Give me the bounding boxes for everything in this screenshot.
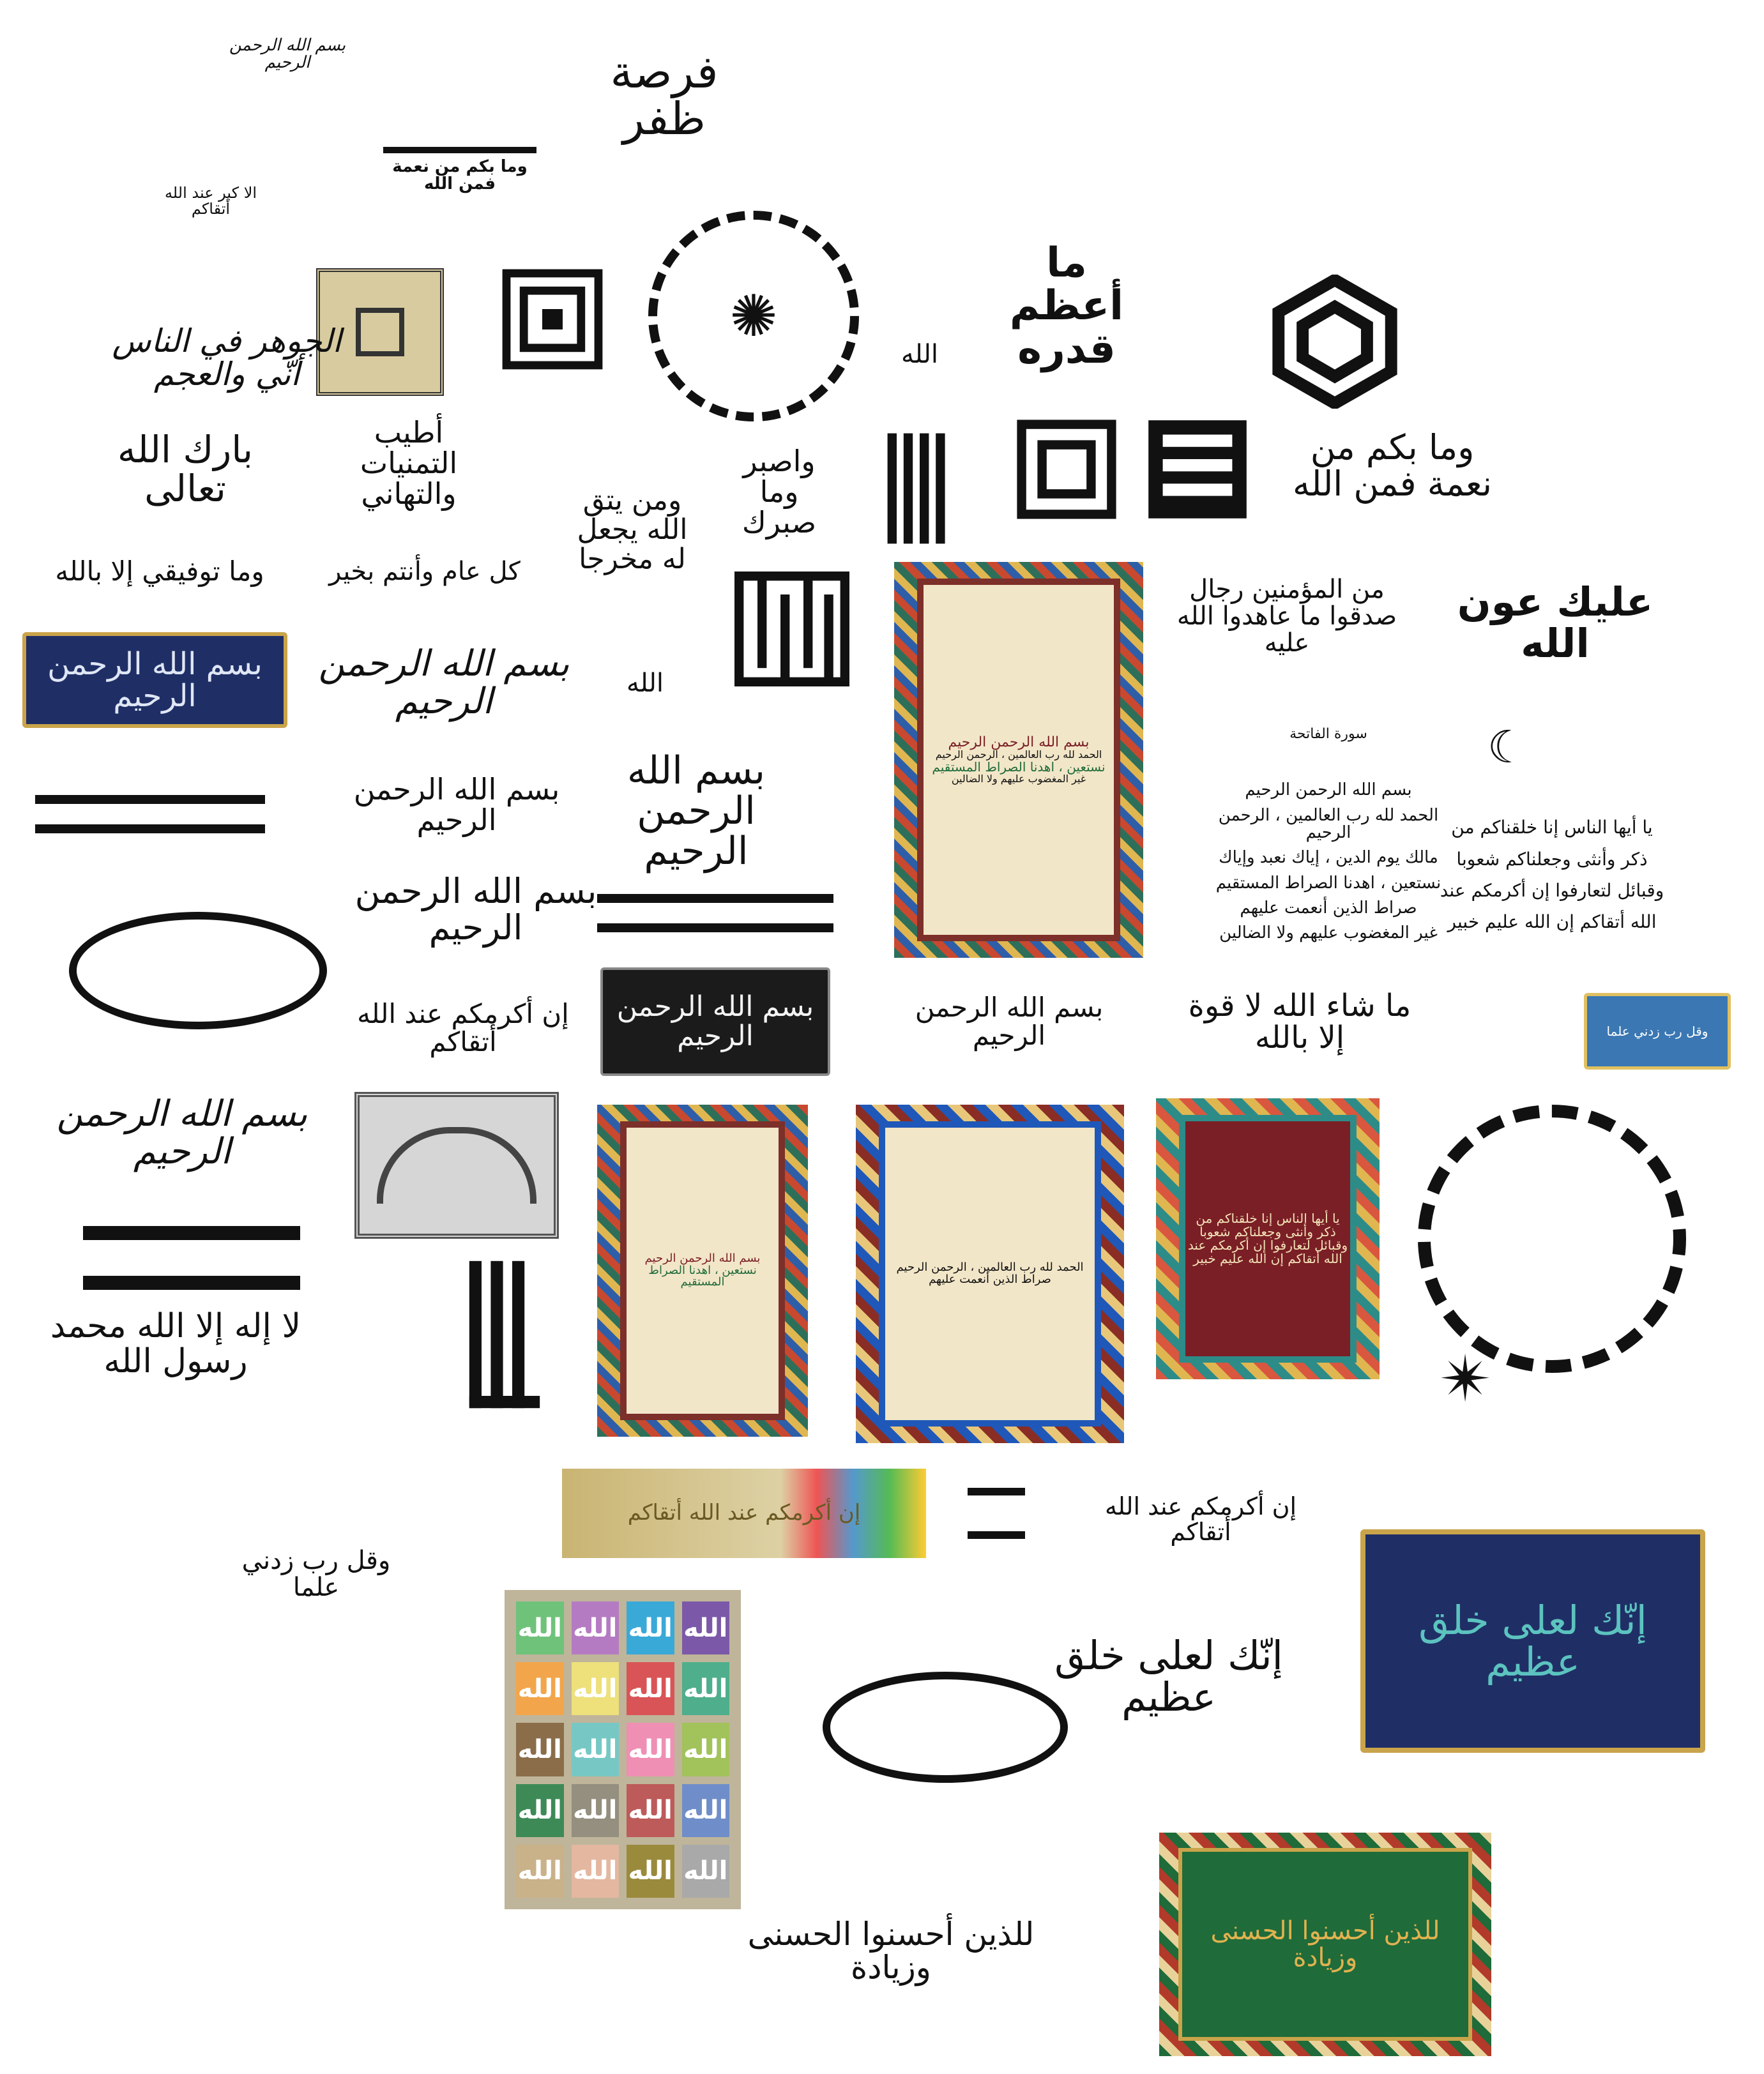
hexagon-knot-icon <box>1268 275 1402 409</box>
small-basmala: بسم الله الرحمن الرحيم <box>229 35 346 72</box>
eight-point-star-icon: ✴ <box>1439 1342 1493 1416</box>
basmala-naskh: بسم الله الرحمن الرحيم <box>353 771 560 837</box>
maroon-text: وقبائل لتعارفوا إن أكرمكم عند <box>1187 1238 1348 1253</box>
swatch-cell: الله <box>627 1662 674 1715</box>
tughra-icon: ☾ <box>1487 721 1528 773</box>
calligraphy-top: فرصة ظفر <box>610 45 719 145</box>
hujurat-text-block <box>1418 785 1686 964</box>
kufic-square-2 <box>1015 418 1118 520</box>
star-ornament <box>1427 1341 1504 1418</box>
calligraphy-amani: أطيب التمنيات والتهاني <box>360 414 458 511</box>
allah-small-1: الله <box>901 340 938 369</box>
kufic-bars-icon <box>466 1255 543 1414</box>
fatiha-text-line: نستعين ، اهدنا الصراط المستقيم <box>1215 873 1441 893</box>
ornate-page-3 <box>856 1105 1124 1443</box>
kufic-square-4 <box>734 571 849 686</box>
kufic-square-icon <box>356 308 404 356</box>
ornate-page-2 <box>597 1105 808 1437</box>
calligraphy-jawhar: الجوهر في الناس أنّي والعجم <box>112 322 342 393</box>
calligraphy-rabbi-zidni: وقل رب زدني علما <box>241 1546 391 1602</box>
ornate-3-text: الحمد لله رب العالمين ، الرحمن الرحيم <box>896 1260 1084 1275</box>
hexagon-knot <box>1268 275 1402 409</box>
ornate-page-maroon <box>1156 1098 1380 1379</box>
calligraphy-tawfiq: وما توفيقي إلا بالله <box>55 555 264 587</box>
fatiha-text-line: صراط الذين أنعمت عليهم <box>1240 898 1417 918</box>
blue-plaque-text: بسم الله الرحمن الرحيم <box>47 646 262 714</box>
calligraphy-mashallah: ما شاء الله لا قوة إلا بالله <box>1188 987 1411 1056</box>
calligraphy-sabr: واصبر وما صبرك <box>741 443 817 540</box>
black-basmala-plaque <box>600 967 830 1076</box>
swatch-cell: الله <box>627 1723 674 1776</box>
fatiha-text-line: غير المغضوب عليهم ولا الضالين <box>1219 923 1438 943</box>
circular-calligraphy <box>648 211 859 421</box>
fatiha-caption: سورة الفاتحة <box>1289 726 1367 743</box>
swatch-cell: الله <box>572 1662 620 1715</box>
kufic-vertical-2 <box>466 1255 543 1414</box>
swatch-cell: الله <box>627 1784 674 1837</box>
calligraphy-khuluq: إنّك لعلى خلق عظيم <box>1054 1631 1283 1720</box>
basmala-bold: بسم الله الرحمن الرحيم <box>627 748 766 874</box>
navy-plaque-text: إنّك لعلى خلق عظيم <box>1418 1596 1647 1685</box>
silver-arch-panel <box>354 1092 559 1239</box>
swatch-cell: الله <box>682 1601 730 1654</box>
swatch-cell: الله <box>516 1723 564 1776</box>
basmala-long-1: بسم الله الرحمن الرحيم <box>318 643 570 722</box>
hujurat-line: يا أيها الناس إنا خلقناكم من <box>1451 817 1653 838</box>
tughra-basmala-2 <box>805 1622 1086 1833</box>
calligraphy-qadr: ما أعظم قدره <box>1009 239 1124 373</box>
calligraphy-kul-am: كل عام وأنتم بخير <box>329 557 521 586</box>
swatch-cell: الله <box>516 1662 564 1715</box>
swatch-cell: الله <box>516 1601 564 1654</box>
kufic-square-1 <box>501 268 604 370</box>
fatiha-line-1: بسم الله الرحمن الرحيم <box>948 734 1090 751</box>
hujurat-line: وقبائل لتعارفوا إن أكرمكم عند <box>1440 880 1664 901</box>
ornate-page-fatiha-1 <box>894 562 1143 958</box>
kufic-vertical-1 <box>878 431 961 546</box>
circular-calligraphy-2 <box>1418 1105 1686 1373</box>
small-plaque-text: وقل رب زدني علما <box>1606 1023 1708 1039</box>
ornate-2-text: نستعين ، اهدنا الصراط المستقيم <box>648 1263 757 1289</box>
swatch-cell: الله <box>516 1845 564 1898</box>
maroon-text: يا أيها الناس إنا خلقناكم من <box>1196 1211 1340 1226</box>
green-framed-plaque <box>1159 1833 1491 2056</box>
swatch-cell: الله <box>572 1601 620 1654</box>
kufic-maze-icon <box>1146 418 1249 520</box>
basmala-italic: بسم الله الرحمن الرحيم <box>56 1093 308 1172</box>
tughra-small <box>1463 712 1552 782</box>
allah-swatch-grid <box>505 1590 741 1909</box>
swatch-cell: الله <box>572 1784 620 1837</box>
kufic-maze-icon <box>501 268 604 370</box>
swatch-cell: الله <box>682 1662 730 1715</box>
arch-icon <box>377 1127 536 1204</box>
calligraphy-shahada: لا إله إلا الله محمد رسول الله <box>50 1307 301 1381</box>
fatiha-line-2: الحمد لله رب العالمين ، الرحمن الرحيم <box>935 748 1102 761</box>
swatch-cell: الله <box>682 1784 730 1837</box>
tughra-icon <box>69 912 327 1029</box>
kufic-square-3 <box>1146 418 1249 520</box>
swatch-cell: الله <box>682 1845 730 1898</box>
swatch-cell: الله <box>682 1723 730 1776</box>
tughra-basmala-1 <box>64 868 332 1073</box>
basmala-thuluth: بسم الله الرحمن الرحيم <box>354 871 597 948</box>
calligraphy-muminin: من المؤمنين رجال صدقوا ما عاهدوا الله عليه <box>1176 575 1397 658</box>
calligraphy-husna: للذين أحسنوا الحسنى وزيادة <box>747 1915 1035 1986</box>
calligraphy-akramakum-2: إن أكرمكم عند الله أتقاكم <box>1104 1492 1297 1546</box>
fatiha-text-line: مالك يوم الدين ، إياك نعبد وإياك <box>1219 848 1438 868</box>
kufic-maze-icon <box>734 571 849 686</box>
kufic-maze-icon <box>1015 418 1118 520</box>
kufic-line: وما بكم من نعمة فمن الله <box>383 147 536 198</box>
swatch-cell: الله <box>627 1845 674 1898</box>
colored-calligraphy-row <box>562 1469 926 1558</box>
allah-small-2: الله <box>627 669 664 698</box>
navy-plaque <box>1360 1529 1705 1753</box>
tughra-icon <box>823 1672 1068 1783</box>
swatch-cell: الله <box>572 1723 620 1776</box>
swatch-cell: الله <box>516 1784 564 1837</box>
calligraphy-barak: بارك الله تعالى <box>117 428 254 510</box>
basmala-diwani: بسم الله الرحمن الرحيم <box>915 991 1104 1051</box>
fatiha-text-line: بسم الله الرحمن الرحيم <box>1245 780 1412 800</box>
calligraphy-teardrop: ومن يتق الله يجعل له مخرجا <box>577 483 688 576</box>
kufic-basmala-2 <box>597 894 833 932</box>
hujurat-line: ذكر وأنثى وجعلناكم شعوبا <box>1456 848 1648 870</box>
hujurat-line: الله أتقاكم إن الله عليم خبير <box>1447 911 1657 933</box>
maroon-text: الله أتقاكم إن الله عليم خبير <box>1193 1251 1342 1266</box>
kufic-basmala-1 <box>35 795 265 833</box>
small-teal-plaque <box>1584 993 1731 1070</box>
fatiha-text-line: الحمد لله رب العالمين ، الرحمن الرحيم <box>1218 805 1439 843</box>
star-icon: ✺ <box>729 282 778 350</box>
calligraphy-akramakum: إن أكرمكم عند الله أتقاكم <box>357 997 569 1057</box>
calligraphy-nimah: وما بكم من نعمة فمن الله <box>1292 427 1492 504</box>
ornate-3-text: صراط الذين أنعمت عليهم <box>929 1273 1051 1286</box>
ornate-2-text: بسم الله الرحمن الرحيم <box>644 1251 761 1265</box>
swatch-cell: الله <box>627 1601 674 1654</box>
green-plaque-text: للذين أحسنوا الحسنى وزيادة <box>1210 1916 1440 1972</box>
swatch-cell: الله <box>572 1845 620 1898</box>
kufic-bars-icon <box>878 431 961 546</box>
colored-row-text: إن أكرمكم عند الله أتقاكم <box>627 1500 861 1526</box>
small-calligraphy-left: الا كبر عند الله أتقاكم <box>164 183 257 218</box>
fatiha-line-3: نستعين ، اهدنا الصراط المستقيم <box>932 759 1106 775</box>
black-plaque-text: بسم الله الرحمن الرحيم <box>616 990 814 1052</box>
calligraphy-awn: عليك عون الله <box>1457 578 1654 667</box>
kufic-basmala-3 <box>83 1226 300 1290</box>
fatiha-line-4: غير المغضوب عليهم ولا الضالين <box>951 773 1086 785</box>
kufic-allah-small <box>968 1488 1025 1539</box>
maroon-text: ذكر وأنثى وجعلناكم شعوبا <box>1199 1224 1336 1239</box>
blue-basmala-plaque <box>22 632 287 728</box>
